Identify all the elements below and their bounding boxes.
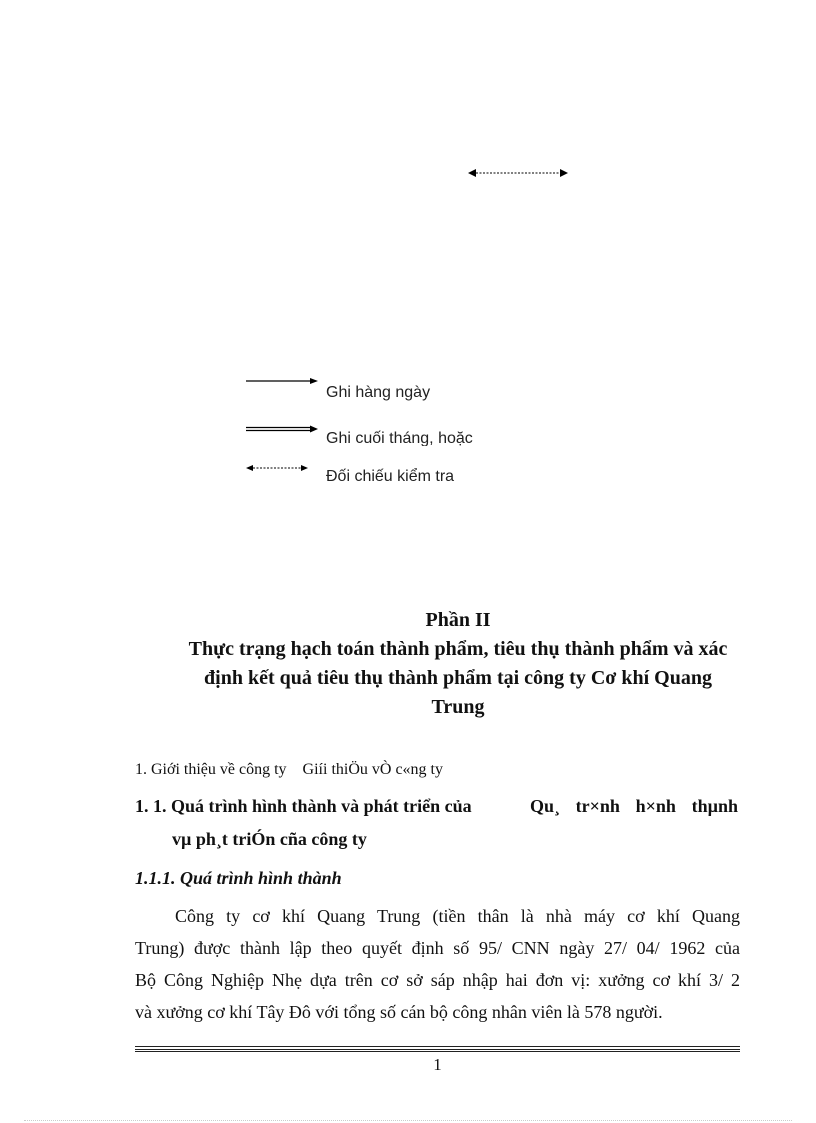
legend-reconcile-label: Đối chiếu kiểm tra [326, 468, 455, 485]
title-line-1: Thực trạng hạch toán thành phẩm, tiêu thụ thành phẩm và xác [188, 638, 728, 660]
footer-rule-2 [135, 1049, 740, 1052]
paragraph-line-4: và xưởng cơ khí Tây Đô với tổng số cán bộ công nhân viên là 578 người. [135, 1002, 663, 1022]
title-line-2: định kết quả tiêu thụ thành phẩm tại công ty Cơ khí Quang [204, 667, 712, 689]
section-1-1-heading-line1: 1. 1. Quá trình hình thành và phát triển của [135, 796, 472, 816]
section-1-label-alt: Giíi thiÖu vÒ c«ng ty [302, 761, 443, 778]
part-heading: Phần II [425, 609, 491, 631]
footer-rule-1 [135, 1046, 740, 1047]
section-1-1-heading-alt: Qu¸ tr×nh h×nh thµnh [530, 796, 738, 816]
section-1-label: 1. Giới thiệu về công ty [135, 761, 287, 778]
page-number: 1 [433, 1055, 442, 1074]
dotted-double-arrow-icon [244, 462, 312, 474]
paragraph-line-1: Công ty cơ khí Quang Trung (tiền thân là nhà máy cơ khí Quang [175, 906, 740, 926]
section-1-1-1-heading: 1.1.1. Quá trình hình thành [135, 868, 342, 888]
dotted-double-arrow-icon [466, 166, 572, 180]
page-edge-dotted [24, 1120, 792, 1121]
single-arrow-icon [244, 375, 320, 387]
double-line-arrow-icon [244, 423, 320, 435]
paragraph-line-3: Bộ Công Nghiệp Nhẹ dựa trên cơ sở sáp nhập hai đơn vị: xưởng cơ khí 3/ 2 [135, 970, 740, 990]
section-1-heading [135, 761, 443, 779]
section-1-1-heading-line2: vµ ph¸t triÓn cña công ty [172, 829, 367, 849]
legend-daily-label: Ghi hàng ngày [326, 384, 431, 401]
legend-month-end-label: Ghi cuối tháng, hoặc [326, 430, 473, 446]
paragraph-line-2: Trung) được thành lập theo quyết định số 95/ CNN ngày 27/ 04/ 1962 của [135, 938, 740, 958]
title-line-3: Trung [431, 696, 485, 718]
